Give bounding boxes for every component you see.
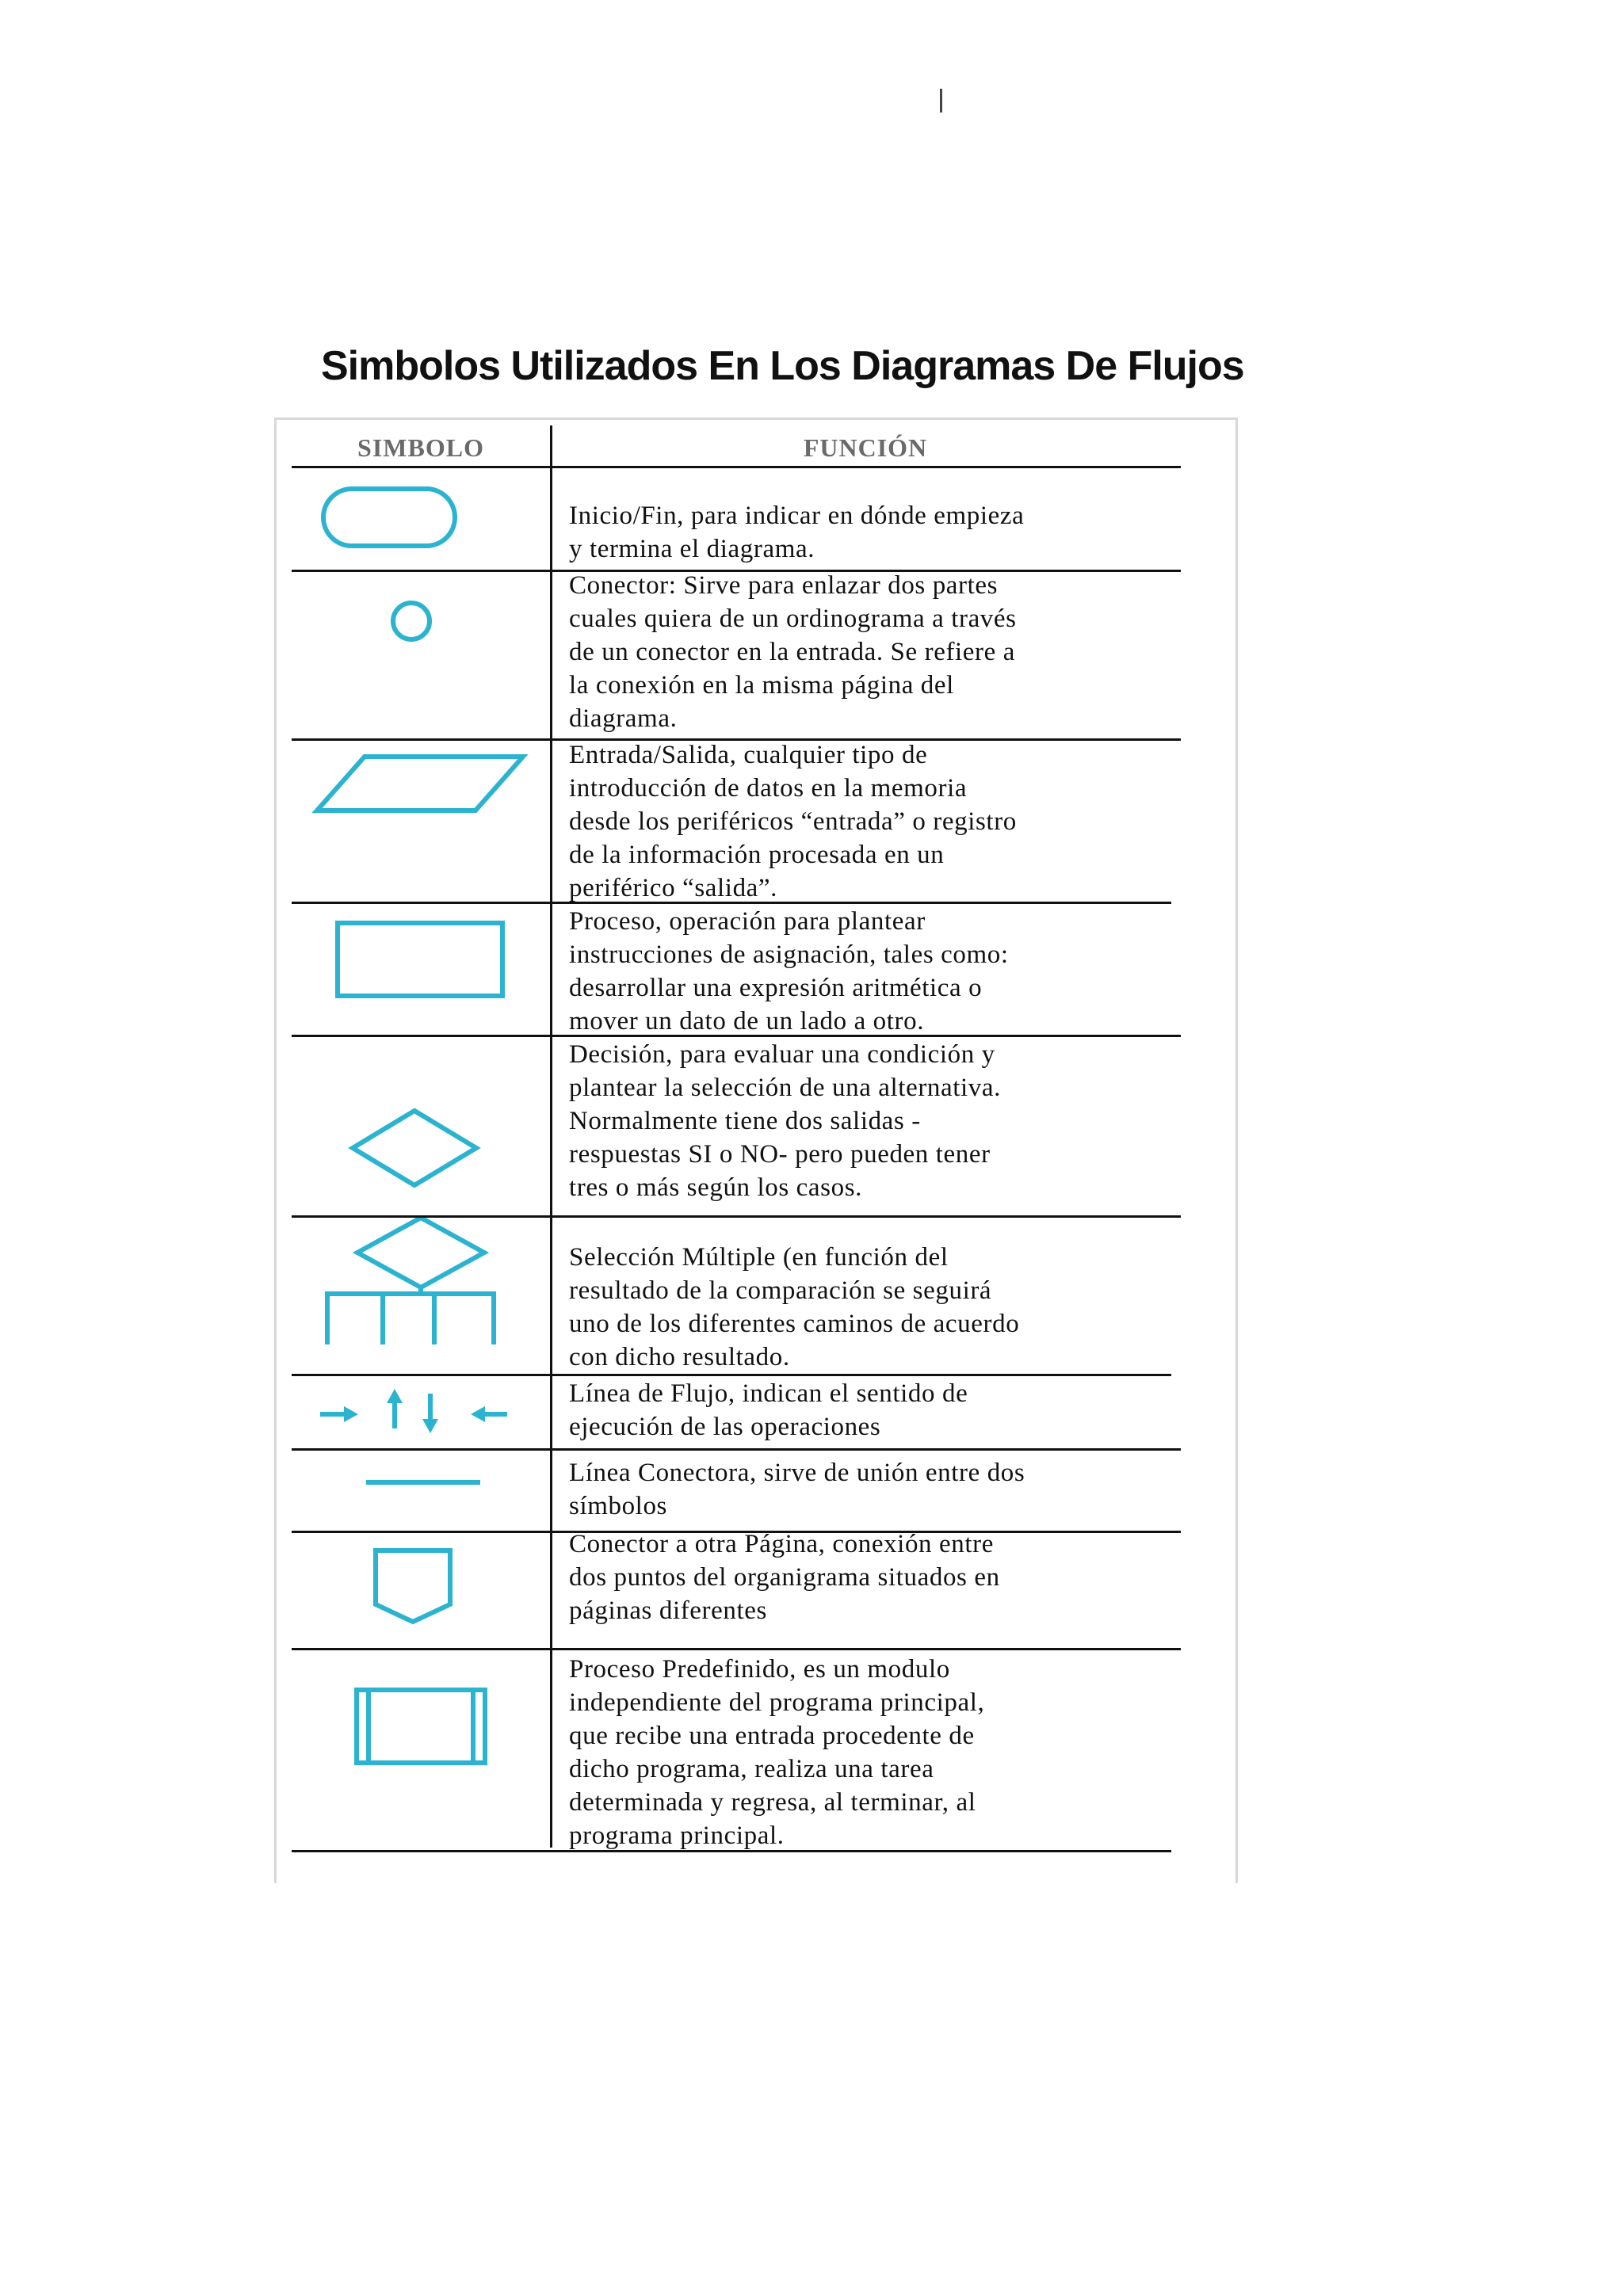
row-description: Conector a otra Página, conexión entre dos puntos del organigrama situados en páginas diferentes bbox=[569, 1530, 1000, 1625]
terminator-icon bbox=[292, 468, 550, 570]
text-cursor-mark bbox=[940, 89, 942, 113]
row-description: Inicio/Fin, para indicar en dónde empieza y termina el diagrama. bbox=[569, 502, 1025, 563]
page-title: Simbolos Utilizados En Los Diagramas De Flujos bbox=[321, 343, 1244, 389]
row-description: Entrada/Salida, cualquier tipo de introducción de datos en la memoria desde los periféricos “entrada” o registro de la información procesada en un periférico “salida”. bbox=[569, 741, 1017, 902]
header-function: FUNCIÓN bbox=[803, 433, 928, 462]
connector-circle-icon bbox=[292, 572, 550, 738]
row-description: Línea Conectora, sirve de unión entre dos símbolos bbox=[569, 1459, 1025, 1520]
decision-diamond-icon bbox=[292, 1037, 550, 1215]
column-divider bbox=[550, 425, 552, 1848]
multiple-selection-icon bbox=[292, 1218, 550, 1374]
connector-line-icon bbox=[292, 1451, 550, 1531]
predefined-process-icon bbox=[292, 1650, 550, 1850]
flow-arrows-icon bbox=[292, 1376, 550, 1448]
row-description: Decisión, para evaluar una condición y plantear la selección de una alternativa. Normalmente tiene dos salidas - respuestas SI o NO- pero pueden tener tres o más según los casos. bbox=[569, 1040, 1001, 1202]
input-output-parallelogram-icon bbox=[292, 741, 550, 902]
header-symbol: SIMBOLO bbox=[357, 433, 484, 462]
row-description: Proceso, operación para plantear instrucciones de asignación, tales como: desarrollar una expresión aritmética o mover un dato de un lado a otro. bbox=[569, 907, 1009, 1035]
process-rectangle-icon bbox=[292, 904, 550, 1035]
row-description: Línea de Flujo, indican el sentido de ejecución de las operaciones bbox=[569, 1379, 968, 1441]
row-description: Selección Múltiple (en función del resultado de la comparación se seguirá uno de los diferentes caminos de acuerdo con dicho resultado. bbox=[569, 1243, 1020, 1371]
row-description: Proceso Predefinido, es un modulo independiente del programa principal, que recibe una entrada procedente de dicho programa, realiza una tarea determinada y regresa, al terminar, al programa principal. bbox=[569, 1655, 985, 1850]
row-description: Conector: Sirve para enlazar dos partes cuales quiera de un ordinograma a través de un conector en la entrada. Se refiere a la conexión en la misma página del diagrama. bbox=[569, 571, 1017, 733]
off-page-connector-icon bbox=[292, 1533, 550, 1648]
